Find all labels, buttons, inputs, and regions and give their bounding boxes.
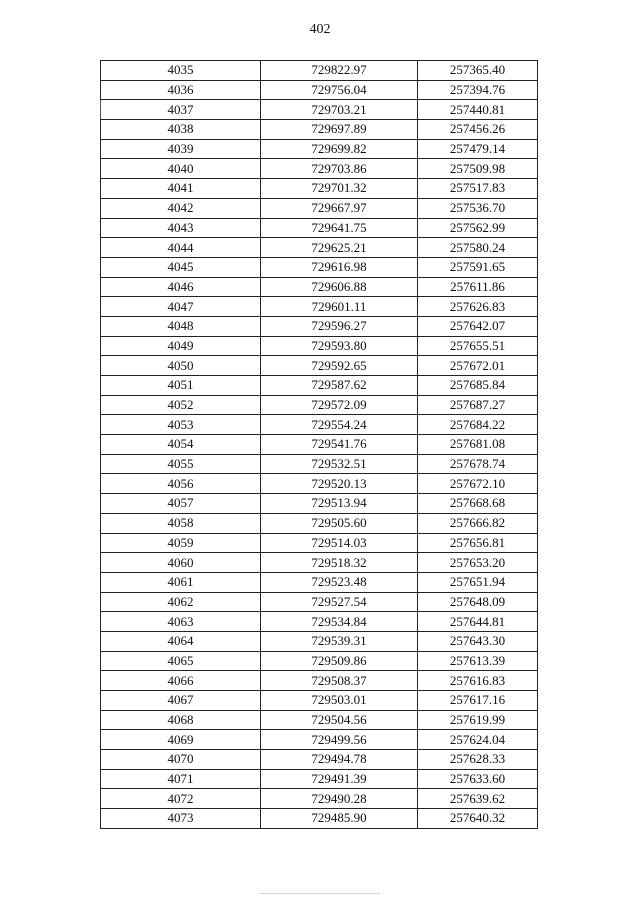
point-number-cell: 4035: [101, 61, 261, 81]
table-row: [101, 809, 538, 829]
point-number-cell: 4063: [101, 612, 261, 632]
point-number-cell: 4055: [101, 454, 261, 474]
table-row: [101, 769, 538, 789]
point-number-cell: 4044: [101, 238, 261, 258]
x-coordinate-cell: 729593.80: [261, 336, 418, 356]
x-coordinate-cell: 729592.65: [261, 356, 418, 376]
table-row: [101, 533, 538, 553]
x-coordinate-cell: 729520.13: [261, 474, 418, 494]
x-coordinate-cell: 729505.60: [261, 513, 418, 533]
y-coordinate-cell: 257672.10: [418, 474, 538, 494]
y-coordinate-cell: 257653.20: [418, 553, 538, 573]
y-coordinate-cell: 257684.22: [418, 415, 538, 435]
x-coordinate-cell: 729503.01: [261, 691, 418, 711]
table-row: [101, 238, 538, 258]
point-number-cell: 4045: [101, 257, 261, 277]
point-number-cell: 4057: [101, 494, 261, 514]
y-coordinate-cell: 257687.27: [418, 395, 538, 415]
point-number-cell: 4047: [101, 297, 261, 317]
y-coordinate-cell: 257562.99: [418, 218, 538, 238]
point-number-cell: 4036: [101, 80, 261, 100]
table-row: [101, 612, 538, 632]
table-row: [101, 592, 538, 612]
table-row: [101, 277, 538, 297]
y-coordinate-cell: 257509.98: [418, 159, 538, 179]
footer-divider: [260, 893, 380, 894]
y-coordinate-cell: 257639.62: [418, 789, 538, 809]
x-coordinate-cell: 729485.90: [261, 809, 418, 829]
x-coordinate-cell: 729513.94: [261, 494, 418, 514]
y-coordinate-cell: 257626.83: [418, 297, 538, 317]
table-row: [101, 651, 538, 671]
table-row: [101, 316, 538, 336]
table-row: [101, 198, 538, 218]
point-number-cell: 4056: [101, 474, 261, 494]
x-coordinate-cell: 729532.51: [261, 454, 418, 474]
point-number-cell: 4046: [101, 277, 261, 297]
coordinates-table-body: [101, 61, 538, 829]
y-coordinate-cell: 257591.65: [418, 257, 538, 277]
y-coordinate-cell: 257613.39: [418, 651, 538, 671]
point-number-cell: 4060: [101, 553, 261, 573]
x-coordinate-cell: 729701.32: [261, 179, 418, 199]
y-coordinate-cell: 257617.16: [418, 691, 538, 711]
point-number-cell: 4041: [101, 179, 261, 199]
x-coordinate-cell: 729703.21: [261, 100, 418, 120]
point-number-cell: 4072: [101, 789, 261, 809]
table-row: [101, 218, 538, 238]
table-row: [101, 572, 538, 592]
y-coordinate-cell: 257517.83: [418, 179, 538, 199]
x-coordinate-cell: 729822.97: [261, 61, 418, 81]
point-number-cell: 4051: [101, 376, 261, 396]
y-coordinate-cell: 257616.83: [418, 671, 538, 691]
table-row: [101, 454, 538, 474]
table-row: [101, 336, 538, 356]
x-coordinate-cell: 729527.54: [261, 592, 418, 612]
y-coordinate-cell: 257685.84: [418, 376, 538, 396]
point-number-cell: 4068: [101, 710, 261, 730]
table-row: [101, 297, 538, 317]
point-number-cell: 4065: [101, 651, 261, 671]
y-coordinate-cell: 257624.04: [418, 730, 538, 750]
table-row: [101, 710, 538, 730]
table-row: [101, 179, 538, 199]
y-coordinate-cell: 257678.74: [418, 454, 538, 474]
y-coordinate-cell: 257611.86: [418, 277, 538, 297]
y-coordinate-cell: 257633.60: [418, 769, 538, 789]
y-coordinate-cell: 257656.81: [418, 533, 538, 553]
x-coordinate-cell: 729596.27: [261, 316, 418, 336]
point-number-cell: 4048: [101, 316, 261, 336]
table-row: [101, 730, 538, 750]
y-coordinate-cell: 257668.68: [418, 494, 538, 514]
table-row: [101, 435, 538, 455]
point-number-cell: 4061: [101, 572, 261, 592]
y-coordinate-cell: 257644.81: [418, 612, 538, 632]
x-coordinate-cell: 729703.86: [261, 159, 418, 179]
point-number-cell: 4054: [101, 435, 261, 455]
table-row: [101, 376, 538, 396]
table-row: [101, 691, 538, 711]
x-coordinate-cell: 729518.32: [261, 553, 418, 573]
y-coordinate-cell: 257479.14: [418, 139, 538, 159]
table-row: [101, 415, 538, 435]
table-row: [101, 100, 538, 120]
y-coordinate-cell: 257651.94: [418, 572, 538, 592]
x-coordinate-cell: 729572.09: [261, 395, 418, 415]
point-number-cell: 4040: [101, 159, 261, 179]
x-coordinate-cell: 729667.97: [261, 198, 418, 218]
x-coordinate-cell: 729756.04: [261, 80, 418, 100]
x-coordinate-cell: 729606.88: [261, 277, 418, 297]
coordinates-table: [100, 60, 538, 829]
x-coordinate-cell: 729697.89: [261, 120, 418, 140]
y-coordinate-cell: 257456.26: [418, 120, 538, 140]
y-coordinate-cell: 257440.81: [418, 100, 538, 120]
point-number-cell: 4037: [101, 100, 261, 120]
table-row: [101, 789, 538, 809]
point-number-cell: 4053: [101, 415, 261, 435]
table-row: [101, 159, 538, 179]
table-row: [101, 120, 538, 140]
point-number-cell: 4067: [101, 691, 261, 711]
x-coordinate-cell: 729554.24: [261, 415, 418, 435]
y-coordinate-cell: 257643.30: [418, 631, 538, 651]
point-number-cell: 4049: [101, 336, 261, 356]
x-coordinate-cell: 729508.37: [261, 671, 418, 691]
x-coordinate-cell: 729641.75: [261, 218, 418, 238]
point-number-cell: 4039: [101, 139, 261, 159]
point-number-cell: 4058: [101, 513, 261, 533]
x-coordinate-cell: 729587.62: [261, 376, 418, 396]
table-row: [101, 395, 538, 415]
point-number-cell: 4064: [101, 631, 261, 651]
y-coordinate-cell: 257628.33: [418, 750, 538, 770]
x-coordinate-cell: 729514.03: [261, 533, 418, 553]
y-coordinate-cell: 257640.32: [418, 809, 538, 829]
y-coordinate-cell: 257681.08: [418, 435, 538, 455]
table-row: [101, 356, 538, 376]
x-coordinate-cell: 729534.84: [261, 612, 418, 632]
table-row: [101, 474, 538, 494]
y-coordinate-cell: 257648.09: [418, 592, 538, 612]
point-number-cell: 4052: [101, 395, 261, 415]
y-coordinate-cell: 257655.51: [418, 336, 538, 356]
table-row: [101, 553, 538, 573]
point-number-cell: 4073: [101, 809, 261, 829]
y-coordinate-cell: 257642.07: [418, 316, 538, 336]
point-number-cell: 4070: [101, 750, 261, 770]
y-coordinate-cell: 257365.40: [418, 61, 538, 81]
y-coordinate-cell: 257672.01: [418, 356, 538, 376]
table-row: [101, 61, 538, 81]
table-row: [101, 631, 538, 651]
point-number-cell: 4043: [101, 218, 261, 238]
x-coordinate-cell: 729625.21: [261, 238, 418, 258]
point-number-cell: 4038: [101, 120, 261, 140]
table-row: [101, 750, 538, 770]
point-number-cell: 4062: [101, 592, 261, 612]
y-coordinate-cell: 257619.99: [418, 710, 538, 730]
x-coordinate-cell: 729699.82: [261, 139, 418, 159]
x-coordinate-cell: 729504.56: [261, 710, 418, 730]
y-coordinate-cell: 257666.82: [418, 513, 538, 533]
x-coordinate-cell: 729491.39: [261, 769, 418, 789]
x-coordinate-cell: 729509.86: [261, 651, 418, 671]
page-number: 402: [309, 22, 331, 37]
table-row: [101, 257, 538, 277]
table-row: [101, 671, 538, 691]
table-row: [101, 80, 538, 100]
point-number-cell: 4071: [101, 769, 261, 789]
x-coordinate-cell: 729601.11: [261, 297, 418, 317]
point-number-cell: 4066: [101, 671, 261, 691]
table-row: [101, 494, 538, 514]
point-number-cell: 4059: [101, 533, 261, 553]
x-coordinate-cell: 729523.48: [261, 572, 418, 592]
y-coordinate-cell: 257580.24: [418, 238, 538, 258]
x-coordinate-cell: 729499.56: [261, 730, 418, 750]
x-coordinate-cell: 729494.78: [261, 750, 418, 770]
table-row: [101, 139, 538, 159]
x-coordinate-cell: 729616.98: [261, 257, 418, 277]
x-coordinate-cell: 729490.28: [261, 789, 418, 809]
x-coordinate-cell: 729541.76: [261, 435, 418, 455]
x-coordinate-cell: 729539.31: [261, 631, 418, 651]
y-coordinate-cell: 257394.76: [418, 80, 538, 100]
table-row: [101, 513, 538, 533]
point-number-cell: 4050: [101, 356, 261, 376]
point-number-cell: 4042: [101, 198, 261, 218]
y-coordinate-cell: 257536.70: [418, 198, 538, 218]
point-number-cell: 4069: [101, 730, 261, 750]
